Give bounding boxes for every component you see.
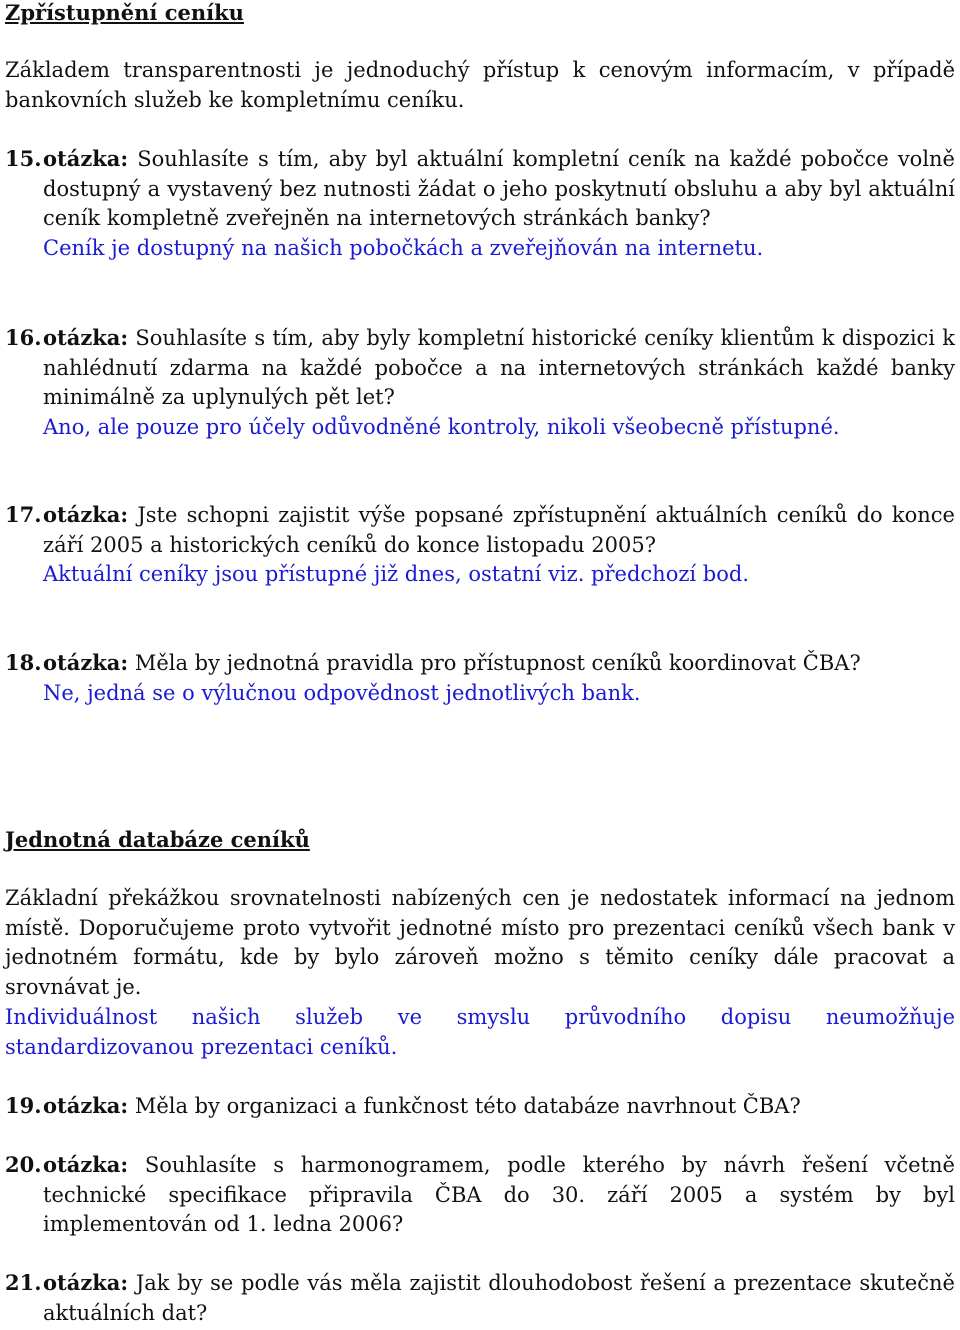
question-18 [5,648,955,708]
question-number: 21. [5,1270,42,1295]
question-number: 19. [5,1093,42,1118]
answer-text: Ano, ale pouze pro účely odůvodněné kontroly, nikoli všeobecně přístupné. [43,414,840,439]
question-19 [5,1091,955,1122]
answer-text: Ceník je dostupný na našich pobočkách a zveřejňován na internetu. [43,235,764,260]
question-number: 16. [5,325,42,350]
question-20 [5,1150,955,1240]
question-label: otázka: [43,146,129,171]
question-label: otázka: [43,650,129,675]
question-17 [5,500,955,590]
question-text: Jste schopni zajistit výše popsané zpřístupnění aktuálních ceníků do konce září 2005 a historických ceníků do konce listopadu 2005? [43,503,955,557]
section-heading-databaze: Jednotná databáze ceníků [5,827,310,852]
question-text: Souhlasíte s tím, aby byl aktuální kompletní ceník na každé pobočce volně dostupný a vystavený bez nutnosti žádat o jeho poskytnutí obsluhu a aby byl aktuální ceník kompletně zveřejněn na internetových stránkách banky? [43,147,955,231]
question-15 [5,144,955,263]
question-text: Měla by organizaci a funkčnost této databáze navrhnout ČBA? [134,1094,801,1118]
question-number: 18. [5,650,42,675]
question-number: 17. [5,502,42,527]
question-16 [5,323,955,442]
question-label: otázka: [43,325,129,350]
question-label: otázka: [43,502,129,527]
answer-text: Ne, jedná se o výlučnou odpovědnost jednotlivých bank. [43,680,641,705]
question-text: Souhlasíte s tím, aby byly kompletní historické ceníky klientům k dispozici k nahlédnutí zdarma na každé pobočce a na internetových stránkách každé banky minimálně za uplynulých pět let? [43,326,955,410]
question-number: 15. [5,146,42,171]
question-number: 20. [5,1152,42,1177]
question-text: Jak by se podle vás měla zajistit dlouhodobost řešení a prezentace skutečně aktuálních dat? [43,1271,955,1325]
answer-text: Aktuální ceníky jsou přístupné již dnes, ostatní viz. předchozí bod. [43,562,750,587]
question-text: Měla by jednotná pravidla pro přístupnost ceníků koordinovat ČBA? [134,651,861,675]
question-label: otázka: [43,1152,129,1177]
question-label: otázka: [43,1093,129,1118]
section-intro-paragraph: Základem transparentnosti je jednoduchý přístup k cenovým informacím, v případě bankovních služeb ke kompletnímu ceníku. [5,58,955,112]
question-label: otázka: [43,1270,129,1295]
question-21 [5,1268,955,1328]
section-heading-zpristupneni: Zpřístupnění ceníku [5,0,244,25]
section-intro-paragraph: Základní překážkou srovnatelnosti nabízených cen je nedostatek informací na jednom místě. Doporučujeme proto vytvořit jednotné místo pro prezentaci ceníků všech bank v jednotném formátu, kde by bylo zároveň možno s těmito ceníky dále pracovat a srovnávat je. [5,886,955,999]
question-text: Souhlasíte s harmonogramem, podle kterého by návrh řešení včetně technické specifikace připravila ČBA do 30. září 2005 a systém by byl implementován od 1. ledna 2006? [43,1153,955,1237]
response-paragraph: Individuálnost našich služeb ve smyslu průvodního dopisu neumožňuje standardizovanou prezentaci ceníků. [5,1005,955,1059]
